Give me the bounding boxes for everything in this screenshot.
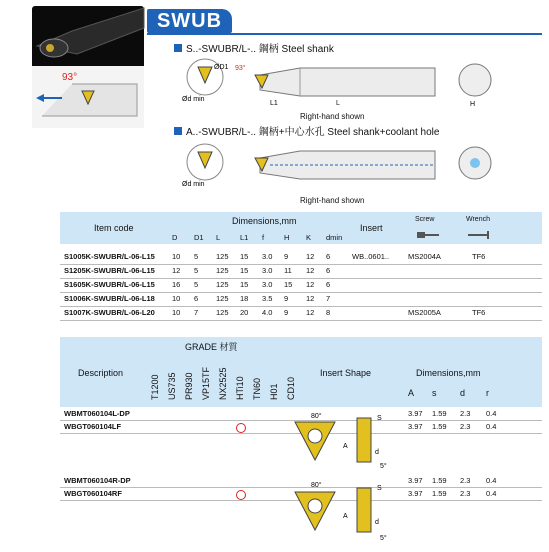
table-cell: 125: [216, 252, 229, 261]
table-cell: 5: [194, 266, 199, 275]
dim-col-header: H: [284, 233, 290, 242]
table-cell: 3.0: [262, 266, 273, 275]
item-code-header: Item code: [94, 223, 134, 233]
grade-dim-cell: 3.97: [408, 489, 423, 498]
table-cell: 6: [194, 294, 199, 303]
description-header: Description: [78, 368, 124, 378]
grade-dim-cell: 0.4: [486, 476, 497, 485]
table-cell: 9: [284, 308, 289, 317]
table-cell: 15: [240, 266, 249, 275]
grade-dim-cell: 2.3: [460, 422, 471, 431]
a-label: A: [343, 443, 348, 450]
table-cell: 10: [172, 252, 181, 261]
section-square-icon: [174, 44, 182, 52]
grade-col-header: H01: [269, 383, 279, 400]
table-cell: 12: [306, 308, 315, 317]
screw-cell: MS2004A: [408, 252, 441, 261]
dim-col-header: D1: [194, 233, 204, 242]
grade-dim-col-header: r: [486, 388, 489, 398]
table-cell: 10: [172, 294, 181, 303]
table-cell: 5: [194, 280, 199, 289]
section2-header: [174, 123, 439, 138]
table-cell: 9: [284, 252, 289, 261]
table-cell: 3.0: [262, 280, 273, 289]
grade-dim-cell: 0.4: [486, 489, 497, 498]
insert-header: Insert: [360, 223, 383, 233]
dmin-label: Ød min: [182, 96, 205, 103]
grade-dim-cell: 1.59: [432, 409, 447, 418]
grade-header: GRADE 材質: [185, 342, 238, 352]
table-cell: 12: [306, 266, 315, 275]
table-row-code: S1006K-SWUBR/L-06-L18: [64, 294, 155, 303]
product-photo: [32, 6, 144, 128]
insert-cell: WB..0601..: [352, 252, 390, 261]
grade-col-header: T1200: [150, 374, 160, 400]
table-cell: 10: [172, 308, 181, 317]
h-label: H: [470, 101, 476, 108]
grade-dim-cell: 1.59: [432, 489, 447, 498]
grade-dim-cell: 2.3: [460, 409, 471, 418]
table-cell: 16: [172, 280, 181, 289]
grade-dim-cell: 3.97: [408, 422, 423, 431]
l1-label: L1: [270, 100, 278, 107]
wrench-cell: TF6: [472, 308, 486, 317]
table-cell: 12: [306, 280, 315, 289]
table-cell: 7: [194, 308, 199, 317]
grade-dim-col-header: A: [408, 388, 415, 398]
insert-shape-header: Insert Shape: [320, 368, 372, 378]
grade-dim-cell: 2.3: [460, 476, 471, 485]
a-label: A: [343, 513, 348, 520]
dimensions-header: Dimensions,mm: [232, 216, 297, 226]
dim-col-header: D: [172, 233, 178, 242]
grade-col-header: PR930: [184, 372, 194, 400]
l-label: L: [336, 100, 340, 107]
section2-label: A..-SWUBR/L-.. 鋼柄+中心水孔 Steel shank+coolant hole: [186, 127, 440, 138]
table-cell: 12: [306, 294, 315, 303]
dim-col-header: L: [216, 233, 221, 242]
grade-dim-col-header: d: [460, 388, 466, 398]
row-divider: [60, 278, 542, 279]
grade-row-code: WBGT060104RF: [64, 489, 122, 498]
table-cell: 15: [240, 280, 249, 289]
row-divider: [60, 306, 542, 307]
shank-drawing-1: [235, 60, 440, 108]
d-label: d: [375, 449, 379, 456]
grade-dim-cell: 1.59: [432, 422, 447, 431]
table-row-code: S1007K-SWUBR/L-06-L20: [64, 308, 155, 317]
section1-header: [174, 40, 334, 55]
row-divider: [60, 292, 542, 293]
table-cell: 6: [326, 280, 331, 289]
table-cell: 6: [326, 266, 331, 275]
dmin-label: Ød min: [182, 181, 205, 188]
grade-dim-cell: 3.97: [408, 476, 423, 485]
d1-label: ØD1: [214, 64, 229, 71]
shank-end-view-2: [455, 143, 495, 191]
dim-col-header: dmin: [326, 233, 343, 242]
table-cell: 12: [306, 252, 315, 261]
table-cell: 18: [240, 294, 249, 303]
table-cell: 7: [326, 294, 331, 303]
angle-80-label: 80°: [311, 413, 322, 420]
table-cell: 125: [216, 308, 229, 317]
section1-label: S..-SWUBR/L-.. 鋼柄 Steel shank: [186, 44, 334, 55]
grade-dim-col-header: s: [432, 388, 437, 398]
five-deg-label: 5°: [380, 463, 387, 470]
row-divider: [60, 320, 542, 321]
right-hand-note-2: Right-hand shown: [300, 196, 365, 205]
angle-93-callout: 93°: [235, 65, 246, 72]
grade-row-code: WBMT060104R-DP: [64, 476, 131, 485]
table-row-code: S1005K-SWUBR/L-06-L15: [64, 252, 155, 261]
table-cell: 4.0: [262, 308, 273, 317]
grade-available-mark: [236, 490, 246, 500]
grade-col-header: NX2525: [218, 367, 228, 400]
dim-col-header: K: [306, 233, 312, 242]
grade-col-header: TN60: [252, 377, 262, 400]
angle-93-label: 93°: [62, 72, 78, 83]
screw-icon: [415, 228, 445, 240]
grade-available-mark: [236, 423, 246, 433]
wrench-icon: [466, 228, 496, 240]
five-deg-label: 5°: [380, 535, 387, 542]
title-underline: [147, 33, 542, 35]
screw-header: Screw: [415, 216, 435, 223]
s-label: S: [377, 415, 382, 422]
table-cell: 125: [216, 294, 229, 303]
table-cell: 5: [194, 252, 199, 261]
grade-dim-cell: 3.97: [408, 409, 423, 418]
grade-col-header: CD10: [286, 376, 296, 400]
grade-row-code: WBGT060104LF: [64, 422, 122, 431]
brand-title: SWUB: [147, 9, 232, 33]
table-row-code: S1605K-SWUBR/L-06-L15: [64, 280, 155, 289]
grade-dim-cell: 0.4: [486, 409, 497, 418]
table-cell: 15: [240, 252, 249, 261]
grade-dim-cell: 1.59: [432, 476, 447, 485]
table-cell: 11: [284, 266, 292, 275]
table-cell: 15: [284, 280, 293, 289]
wrench-header: Wrench: [466, 216, 490, 223]
dim-col-header: f: [262, 233, 265, 242]
grade-col-header: HTi10: [235, 376, 245, 400]
table-cell: 3.5: [262, 294, 273, 303]
screw-cell: MS2005A: [408, 308, 441, 317]
section-square-icon: [174, 127, 182, 135]
angle-80-label: 80°: [311, 482, 322, 489]
table-cell: 9: [284, 294, 289, 303]
grade-dimensions-header: Dimensions,mm: [416, 368, 481, 378]
shank-end-view-1: [455, 60, 495, 108]
grade-dim-cell: 0.4: [486, 422, 497, 431]
table-cell: 125: [216, 280, 229, 289]
table-cell: 6: [326, 252, 331, 261]
grade-col-header: US735: [167, 372, 177, 400]
table-cell: 125: [216, 266, 229, 275]
row-divider: [60, 264, 542, 265]
right-hand-note-1: Right-hand shown: [300, 112, 365, 121]
dim-col-header: L1: [240, 233, 249, 242]
grade-dim-cell: 2.3: [460, 489, 471, 498]
grade-col-header: VP15TF: [201, 366, 211, 400]
table-row-code: S1205K-SWUBR/L-06-L15: [64, 266, 155, 275]
grade-row-code: WBMT060104L-DP: [64, 409, 130, 418]
wrench-cell: TF6: [472, 252, 486, 261]
d-label: d: [375, 519, 379, 526]
shank-drawing-2: [240, 143, 440, 191]
table-cell: 8: [326, 308, 331, 317]
table-cell: 12: [172, 266, 181, 275]
table-cell: 3.0: [262, 252, 273, 261]
insert-shape-right: [285, 478, 405, 544]
insert-shape-left: [285, 410, 405, 472]
s-label: S: [377, 485, 382, 492]
table-cell: 20: [240, 308, 249, 317]
